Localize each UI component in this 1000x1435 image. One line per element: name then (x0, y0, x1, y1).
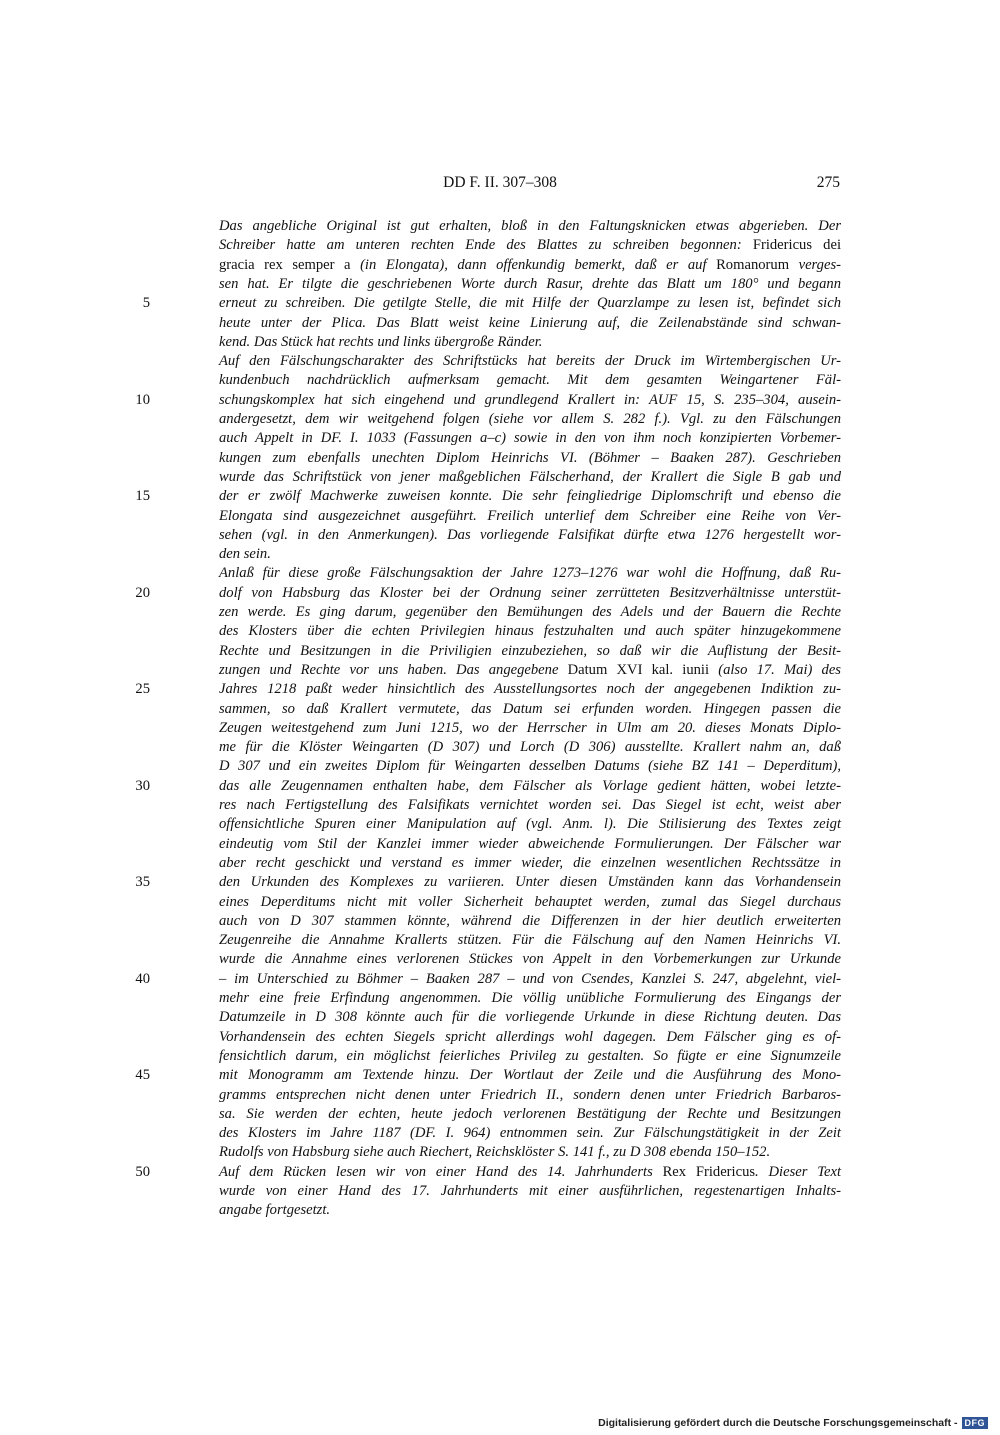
text-line (219, 970, 841, 989)
text-line (219, 1086, 841, 1105)
commentary-text: kend. Das Stück hat rechts und links übergroße Ränder. (219, 333, 543, 350)
commentary-text: dolf von Habsburg das Kloster bei der Ordnung seiner zerrütteten Besitzverhältnisse unterstüt- (219, 584, 841, 601)
text-line (219, 294, 841, 313)
commentary-text: schungskomplex hat sich eingehend und grundlegend Krallert in: AUF 15, S. 235–304, ausein- (219, 391, 841, 408)
text-line (219, 1047, 841, 1066)
quoted-upright-text: Romanorum (716, 256, 790, 273)
commentary-text: heute unter der Plica. Das Blatt weist keine Linierung auf, die Zeilenabstände sind schwan- (219, 314, 841, 331)
line-number: 35 (135, 874, 150, 891)
quoted-upright-text: Fridericus dei (752, 237, 841, 254)
line-number: 45 (135, 1067, 150, 1084)
commentary-text: mit Monogramm am Textende hinzu. Der Wortlaut der Zeile und die Ausführung des Mono- (219, 1067, 841, 1084)
text-line (219, 217, 841, 236)
text-line (219, 391, 841, 410)
commentary-text: Zeugen weitestgehend zum Juni 1215, wo der Herrscher in Ulm am 20. dieses Monats Diplo- (219, 719, 841, 736)
quoted-upright-text: gracia rex semper a (219, 256, 351, 273)
commentary-text: Rechte und Besitzungen in die Priviligien einzubeziehen, so daß wir die Auflistung der Besit- (219, 642, 841, 659)
commentary-text: wurde von einer Hand des 17. Jahrhunderts mit einer ausführlichen, regestenartigen Inhalts- (219, 1183, 841, 1199)
line-number: 20 (135, 584, 150, 601)
text-line (219, 893, 841, 912)
commentary-text: sa. Sie werden der echten, heute jedoch verlorenen Bestätigung der Rechte und Besitzungen (219, 1105, 841, 1122)
text-line (219, 757, 841, 776)
text-line (219, 564, 841, 583)
text-line (219, 487, 841, 506)
text-line (219, 854, 841, 873)
commentary-text: Elongata sind ausgezeichnet ausgeführt. Freilich unterlief dem Schreiber eine Reihe von Ver- (219, 507, 841, 524)
line-number: 50 (135, 1163, 150, 1180)
commentary-text: erneut zu schreiben. Die getilgte Stelle, die mit Hilfe der Quarzlampe zu lesen ist, befindet sich (219, 295, 841, 312)
text-line (219, 912, 841, 931)
commentary-text: (also 17. Mai) des (709, 661, 841, 678)
commentary-text: D 307 und ein zweites Diplom für Weingarten desselben Datums (siehe BZ 141 – Deperditum), (219, 758, 841, 775)
commentary-text: angabe fortgesetzt. (219, 1202, 331, 1219)
text-line (219, 700, 841, 719)
text-line (219, 256, 841, 275)
commentary-text: den Urkunden des Komplexes zu variieren. Unter diesen Umständen kann das Vorhandensein (219, 874, 841, 891)
commentary-text: Zeugenreihe die Annahme Krallerts stützen. Für die Fälschung auf den Namen Heinrichs VI. (219, 932, 841, 949)
line-number: 40 (135, 970, 150, 987)
commentary-text: zungen und Rechte vor uns haben. Das angegebene (219, 661, 568, 678)
text-line (219, 873, 841, 892)
text-line (219, 236, 841, 255)
commentary-text: des Klosters im Jahre 1187 (DF. I. 964) entnommen sein. Zur Fälschungstätigkeit in der Zeit (219, 1125, 841, 1142)
commentary-text: verges- (789, 256, 841, 273)
commentary-text: – im Unterschied zu Böhmer – Baaken 287 – und von Csendes, Kanzlei S. 247, abgelehnt, viel- (219, 970, 841, 987)
commentary-text: kundenbuch nachdrücklich aufmerksam gemacht. Mit dem gesamten Weingartener Fäl- (219, 372, 841, 389)
quoted-upright-text: Datum XVI kal. iunii (567, 661, 710, 678)
commentary-text: Vorhandensein des echten Siegels spricht allerdings wohl dagegen. Dem Fälscher ging es of- (219, 1028, 841, 1045)
text-line (219, 545, 841, 564)
commentary-text: der er zwölf Machwerke zuweisen konnte. Die sehr feingliedrige Diplomschrift und ebenso die (219, 488, 841, 505)
line-number: 25 (135, 681, 150, 698)
commentary-text: zen werde. Es ging darum, gegenüber den Bemühungen des Adels und der Bauern die Rechte (219, 604, 841, 620)
text-line (219, 449, 841, 468)
running-title: DD F. II. 307–308 (443, 174, 557, 191)
text-line (219, 1105, 841, 1124)
commentary-text: (in Elongata), dann offenkundig bemerkt, daß er auf (350, 256, 717, 273)
text-line (219, 468, 841, 487)
line-number: 15 (135, 488, 150, 505)
text-line (219, 410, 841, 429)
text-line (219, 989, 841, 1008)
line-number: 30 (135, 777, 150, 794)
text-line (219, 584, 841, 603)
commentary-text: eines Deperditums nicht mit voller Sicherheit behauptet werden, zumal das Siegel durchaus (219, 893, 841, 910)
commentary-text: Das angebliche Original ist gut erhalten, bloß in den Faltungsknicken etwas abgerieben. Der (219, 218, 841, 234)
text-line (219, 642, 841, 661)
text-line (219, 1066, 841, 1085)
commentary-text: sen hat. Er tilgte die geschriebenen Worte durch Rasur, drehte das Blatt um 180° und begann (219, 275, 841, 292)
commentary-text: sammen, so daß Krallert vermutete, das Datum sei erfunden worden. Hingegen passen die (219, 700, 841, 717)
text-line (219, 429, 841, 448)
quoted-upright-text: Rex Fridericus (662, 1163, 756, 1180)
text-line (219, 835, 841, 854)
text-line (219, 1008, 841, 1027)
commentary-text: andergesetzt, dem wir weitgehend folgen (siehe vor allem S. 282 f.). Vgl. zu den Fälschungen (219, 411, 841, 427)
text-line (219, 622, 841, 641)
text-line (219, 931, 841, 950)
text-line (219, 950, 841, 969)
text-line (219, 371, 841, 390)
text-line (219, 1201, 841, 1220)
commentary-text: wurde das Schriftstück von jener maßgeblichen Fälscherhand, der Krallert die Sigle B gab und (219, 468, 841, 485)
text-line (219, 738, 841, 757)
line-number: 10 (135, 391, 150, 408)
text-line (219, 275, 841, 294)
commentary-text: Auf den Fälschungscharakter des Schriftstücks hat bereits der Druck im Wirtembergischen Ur- (219, 353, 841, 370)
commentary-text: wurde die Annahme eines verlorenen Stückes von Appelt in den Vorbemerkungen zur Urkunde (219, 951, 841, 968)
footer-text: Digitalisierung gefördert durch die Deutsche Forschungsgemeinschaft - (598, 1417, 958, 1429)
text-line (219, 333, 841, 352)
text-line (219, 1028, 841, 1047)
commentary-text: . Dieser Text (755, 1163, 841, 1180)
text-line (219, 796, 841, 815)
text-line (219, 603, 841, 622)
text-line (219, 526, 841, 545)
text-line (219, 1143, 841, 1162)
text-line (219, 719, 841, 738)
text-line (219, 1163, 841, 1182)
commentary-text: den sein. (219, 546, 271, 563)
commentary-text: gramms entsprechen nicht denen unter Friedrich II., sondern denen unter Friedrich Barbaros- (219, 1086, 841, 1103)
text-line (219, 352, 841, 371)
commentary-text: Auf dem Rücken lesen wir von einer Hand des 14. Jahrhunderts (219, 1163, 663, 1180)
commentary-text: me für die Klöster Weingarten (D 307) und Lorch (D 306) ausstellte. Krallert nahm an, daß (219, 739, 841, 756)
commentary-text: eindeutig vom Stil der Kanzlei immer wieder abweichende Formulierungen. Der Fälscher war (219, 835, 841, 852)
commentary-text: res nach Fertigstellung des Falsifikats vernichtet worden sei. Das Siegel ist echt, weist aber (219, 797, 841, 813)
footer (598, 1417, 988, 1429)
text-line (219, 777, 841, 796)
text-line (219, 507, 841, 526)
commentary-text: offensichtliche Spuren einer Manipulation auf (vgl. Anm. l). Die Stilisierung des Textes zeigt (219, 816, 841, 833)
dfg-logo: DFG (962, 1417, 989, 1429)
text-line (219, 1182, 841, 1201)
commentary-text: fensichtlich darum, ein möglichst feierliches Privileg zu gestalten. So fügte er eine Signumzeile (219, 1047, 841, 1064)
commentary-text: aber recht geschickt und verstand es immer wieder, die einzelnen wesentlichen Rechtssätze in (219, 854, 841, 871)
commentary-text: auch von D 307 stammen könnte, während die Differenzen in der hier deutlich erweiterten (219, 912, 841, 929)
commentary-text: Datumzeile in D 308 könnte auch für die vorliegende Urkunde in diese Richtung deuten. Das (219, 1009, 841, 1026)
page-number: 275 (816, 174, 840, 191)
commentary-text: Anlaß für diese große Fälschungsaktion der Jahre 1273–1276 war wohl die Hoffnung, daß Ru- (219, 565, 841, 582)
commentary-text: das alle Zeugennamen enthalten habe, dem Fälscher als Vorlage gedient hätten, wobei letzte- (219, 777, 841, 794)
commentary-text: Jahres 1218 paßt weder hinsichtlich des Ausstellungsortes noch der angegebenen Indiktion zu- (219, 681, 841, 698)
text-line (219, 1124, 841, 1143)
text-line (219, 314, 841, 333)
text-line (219, 680, 841, 699)
commentary-text: kungen zum ebenfalls unechten Diplom Heinrichs VI. (Böhmer – Baaken 287). Geschrieben (219, 449, 841, 466)
commentary-text: des Klosters über die echten Privilegien hinaus festzuhalten und auch später hinzugekommene (219, 623, 841, 640)
commentary-text: sehen (vgl. in den Anmerkungen). Das vorliegende Falsifikat dürfte etwa 1276 hergestellt wor- (219, 526, 841, 543)
text-line (219, 815, 841, 834)
commentary-text: auch Appelt in DF. I. 1033 (Fassungen a–c) sowie in den von ihm noch konzipierten Vorbemer- (219, 430, 841, 447)
text-line (219, 661, 841, 680)
commentary-text: Schreiber hatte am unteren rechten Ende des Blattes zu schreiben begonnen: (219, 237, 753, 254)
commentary-text: mehr eine freie Erfindung angenommen. Die völlig unübliche Formulierung des Eingangs der (219, 990, 841, 1006)
commentary-text: Rudolfs von Habsburg siehe auch Riechert, Reichsklöster S. 141 f., zu D 308 ebenda 150–152. (219, 1144, 771, 1161)
line-number: 5 (142, 295, 150, 312)
